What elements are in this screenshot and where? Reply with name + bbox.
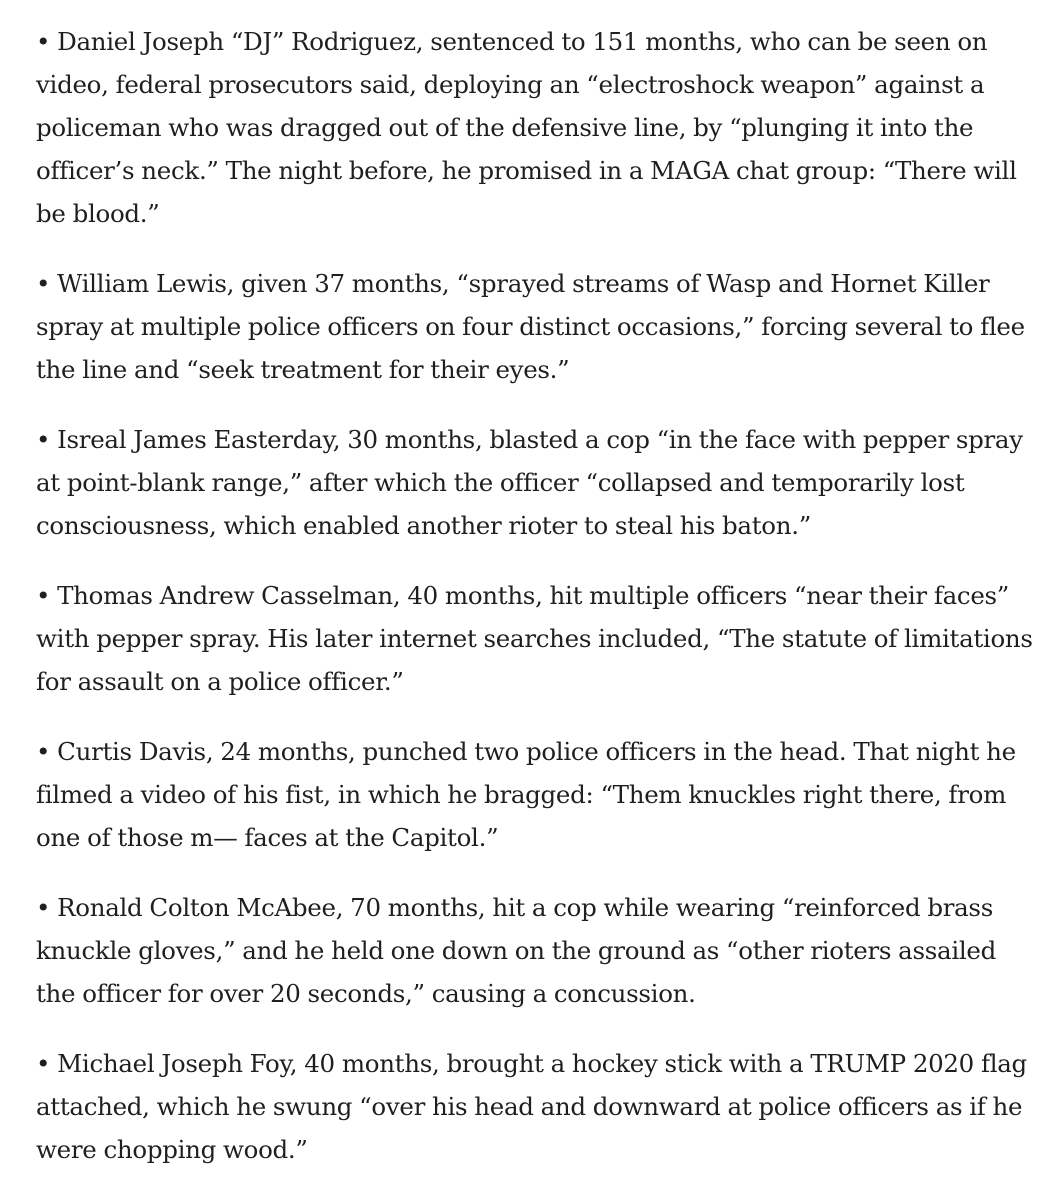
bullet-paragraph-easterday: • Isreal James Easterday, 30 months, blasted a cop “in the face with pepper spray at point-blank range,” after which the officer “collapsed and temporarily lost consciousness, which enabled another rioter to steal his baton.” [36,425,1023,540]
bullet-paragraph-foy: • Michael Joseph Foy, 40 months, brought a hockey stick with a TRUMP 2020 flag attached, which he swung “over his head and downward at police officers as if he were chopping wood.” [36,1049,1027,1164]
bullet-paragraph-mcabee: • Ronald Colton McAbee, 70 months, hit a cop while wearing “reinforced brass knuckle gloves,” and he held one down on the ground as “other rioters assailed the officer for over 20 seconds,” causing a concussion. [36,893,996,1008]
bullet-paragraph-rodriguez: • Daniel Joseph “DJ” Rodriguez, sentenced to 151 months, who can be seen on video, federal prosecutors said, deploying an “electroshock weapon” against a policeman who was dragged out of the defensive line, by “plunging it into the officer’s neck.” The night before, he promised in a MAGA chat group: “There will be blood.” [36,27,1017,228]
bullet-paragraph-lewis: • William Lewis, given 37 months, “sprayed streams of Wasp and Hornet Killer spray at multiple police officers on four distinct occasions,” forcing several to flee the line and “seek treatment for their eyes.” [36,269,1025,384]
bullet-paragraph-davis: • Curtis Davis, 24 months, punched two police officers in the head. That night he filmed a video of his fist, in which he bragged: “Them knuckles right there, from one of those m— faces at the Capitol.” [36,737,1016,852]
bullet-paragraph-casselman: • Thomas Andrew Casselman, 40 months, hit multiple officers “near their faces” with pepper spray. His later internet searches included, “The statute of limitations for assault on a police officer.” [36,581,1033,696]
